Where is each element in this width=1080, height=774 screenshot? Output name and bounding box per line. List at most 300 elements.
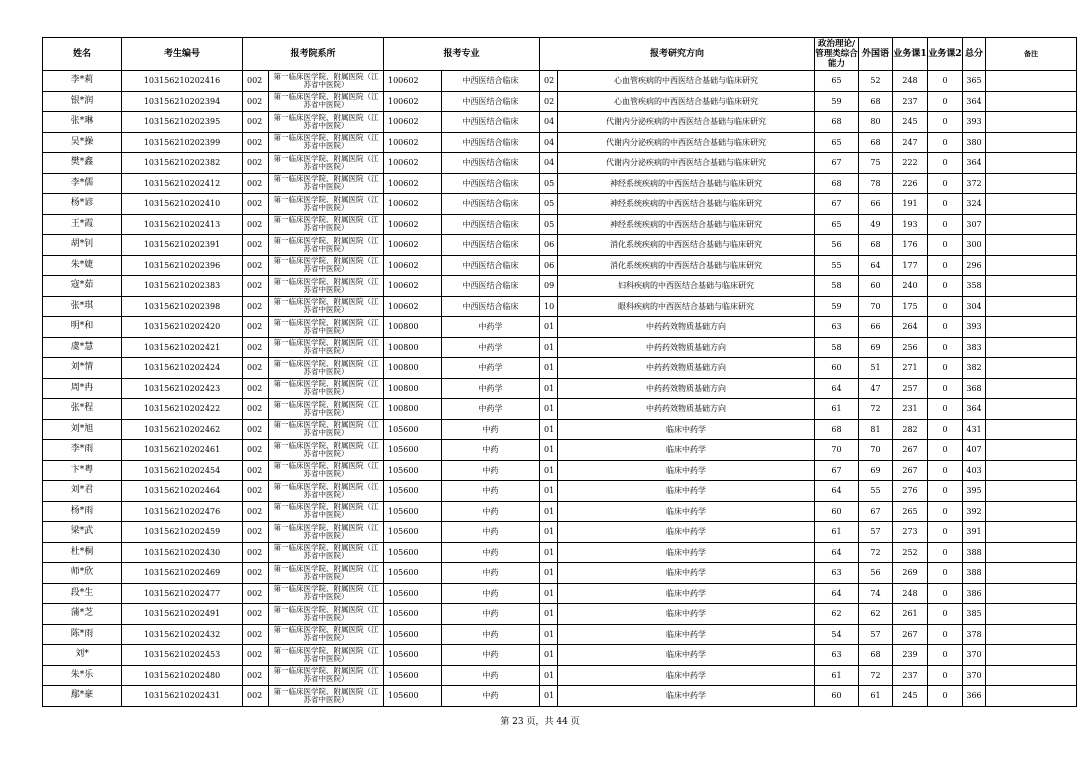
department-code: 002 — [243, 522, 269, 543]
table-row — [43, 296, 1077, 317]
total-score: 388 — [963, 542, 986, 563]
candidate-name: 明*和 — [43, 317, 122, 338]
research-direction: 中药药效物质基础方向 — [558, 378, 815, 399]
course-1-score: 175 — [893, 296, 928, 317]
department-code: 002 — [243, 399, 269, 420]
direction-code: 01 — [540, 378, 558, 399]
school-name: 第一临床医学院、附属医院（江苏省中医院） — [269, 686, 384, 707]
major-code: 100800 — [384, 358, 442, 379]
exam-number: 103156210202424 — [122, 358, 243, 379]
politics-score: 63 — [815, 645, 859, 666]
school-name: 第一临床医学院、附属医院（江苏省中医院） — [269, 665, 384, 686]
department-code: 002 — [243, 276, 269, 297]
politics-score: 67 — [815, 194, 859, 215]
politics-score: 60 — [815, 686, 859, 707]
foreign-language-score: 60 — [859, 276, 893, 297]
course-1-score: 222 — [893, 153, 928, 174]
total-score: 431 — [963, 419, 986, 440]
politics-score: 60 — [815, 501, 859, 522]
major-code: 100602 — [384, 214, 442, 235]
exam-number: 103156210202477 — [122, 583, 243, 604]
candidate-name: 张*琳 — [43, 112, 122, 133]
candidate-name: 陈*雨 — [43, 624, 122, 645]
course-2-score: 0 — [928, 255, 963, 276]
candidate-name: 李*莉 — [43, 71, 122, 92]
table-row — [43, 440, 1077, 461]
foreign-language-score: 47 — [859, 378, 893, 399]
research-direction: 临床中药学 — [558, 419, 815, 440]
total-score: 393 — [963, 317, 986, 338]
major-code: 100800 — [384, 378, 442, 399]
exam-number: 103156210202399 — [122, 132, 243, 153]
major-name: 中药 — [442, 604, 540, 625]
total-score: 380 — [963, 132, 986, 153]
candidate-name: 王*霞 — [43, 214, 122, 235]
department-code: 002 — [243, 460, 269, 481]
exam-number: 103156210202416 — [122, 71, 243, 92]
header-exam-no: 考生编号 — [122, 38, 243, 71]
foreign-language-score: 55 — [859, 481, 893, 502]
school-name: 第一临床医学院、附属医院（江苏省中医院） — [269, 378, 384, 399]
exam-number: 103156210202382 — [122, 153, 243, 174]
major-name: 中西医结合临床 — [442, 276, 540, 297]
department-code: 002 — [243, 563, 269, 584]
course-1-score: 282 — [893, 419, 928, 440]
direction-code: 04 — [540, 112, 558, 133]
remark — [986, 91, 1077, 112]
course-2-score: 0 — [928, 624, 963, 645]
politics-score: 65 — [815, 214, 859, 235]
exam-number: 103156210202422 — [122, 399, 243, 420]
table-row — [43, 255, 1077, 276]
major-code: 105600 — [384, 665, 442, 686]
total-score: 382 — [963, 358, 986, 379]
department-code: 002 — [243, 337, 269, 358]
major-code: 105600 — [384, 501, 442, 522]
candidate-name: 刘* — [43, 645, 122, 666]
table-row — [43, 624, 1077, 645]
exam-number: 103156210202420 — [122, 317, 243, 338]
total-score: 307 — [963, 214, 986, 235]
school-name: 第一临床医学院、附属医院（江苏省中医院） — [269, 132, 384, 153]
total-score: 372 — [963, 173, 986, 194]
table-row — [43, 317, 1077, 338]
politics-score: 54 — [815, 624, 859, 645]
research-direction: 临床中药学 — [558, 686, 815, 707]
direction-code: 01 — [540, 317, 558, 338]
course-1-score: 240 — [893, 276, 928, 297]
exam-number: 103156210202459 — [122, 522, 243, 543]
header-direction: 报考研究方向 — [540, 38, 815, 71]
research-direction: 临床中药学 — [558, 624, 815, 645]
school-name: 第一临床医学院、附属医院（江苏省中医院） — [269, 481, 384, 502]
remark — [986, 624, 1077, 645]
total-score: 403 — [963, 460, 986, 481]
department-code: 002 — [243, 132, 269, 153]
school-name: 第一临床医学院、附属医院（江苏省中医院） — [269, 296, 384, 317]
major-code: 100800 — [384, 399, 442, 420]
direction-code: 02 — [540, 71, 558, 92]
major-name: 中药 — [442, 686, 540, 707]
foreign-language-score: 68 — [859, 645, 893, 666]
major-code: 100602 — [384, 194, 442, 215]
major-name: 中西医结合临床 — [442, 194, 540, 215]
exam-number: 103156210202432 — [122, 624, 243, 645]
direction-code: 01 — [540, 522, 558, 543]
politics-score: 62 — [815, 604, 859, 625]
direction-code: 01 — [540, 337, 558, 358]
course-1-score: 252 — [893, 542, 928, 563]
department-code: 002 — [243, 624, 269, 645]
remark — [986, 665, 1077, 686]
exam-number: 103156210202431 — [122, 686, 243, 707]
school-name: 第一临床医学院、附属医院（江苏省中医院） — [269, 235, 384, 256]
department-code: 002 — [243, 686, 269, 707]
remark — [986, 563, 1077, 584]
foreign-language-score: 57 — [859, 624, 893, 645]
total-score: 358 — [963, 276, 986, 297]
major-code: 105600 — [384, 604, 442, 625]
school-name: 第一临床医学院、附属医院（江苏省中医院） — [269, 542, 384, 563]
department-code: 002 — [243, 501, 269, 522]
major-name: 中药 — [442, 542, 540, 563]
politics-score: 67 — [815, 153, 859, 174]
course-2-score: 0 — [928, 194, 963, 215]
school-name: 第一临床医学院、附属医院（江苏省中医院） — [269, 522, 384, 543]
major-code: 105600 — [384, 440, 442, 461]
school-name: 第一临床医学院、附属医院（江苏省中医院） — [269, 214, 384, 235]
total-score: 368 — [963, 378, 986, 399]
course-2-score: 0 — [928, 440, 963, 461]
politics-score: 58 — [815, 276, 859, 297]
major-name: 中西医结合临床 — [442, 112, 540, 133]
total-score: 407 — [963, 440, 986, 461]
research-direction: 临床中药学 — [558, 522, 815, 543]
direction-code: 01 — [540, 665, 558, 686]
table-row — [43, 645, 1077, 666]
school-name: 第一临床医学院、附属医院（江苏省中医院） — [269, 173, 384, 194]
major-code: 100602 — [384, 91, 442, 112]
exam-number: 103156210202398 — [122, 296, 243, 317]
department-code: 002 — [243, 604, 269, 625]
school-name: 第一临床医学院、附属医院（江苏省中医院） — [269, 501, 384, 522]
table-row — [43, 173, 1077, 194]
course-1-score: 264 — [893, 317, 928, 338]
candidate-name: 鄢*豪 — [43, 686, 122, 707]
major-name: 中药 — [442, 481, 540, 502]
research-direction: 代谢内分泌疾病的中西医结合基础与临床研究 — [558, 132, 815, 153]
politics-score: 63 — [815, 317, 859, 338]
major-name: 中西医结合临床 — [442, 153, 540, 174]
politics-score: 68 — [815, 173, 859, 194]
course-2-score: 0 — [928, 378, 963, 399]
exam-number: 103156210202491 — [122, 604, 243, 625]
foreign-language-score: 49 — [859, 214, 893, 235]
header-politics: 政治理论/管理类综合能力 — [815, 39, 858, 69]
politics-score: 64 — [815, 481, 859, 502]
school-name: 第一临床医学院、附属医院（江苏省中医院） — [269, 337, 384, 358]
course-2-score: 0 — [928, 686, 963, 707]
course-2-score: 0 — [928, 665, 963, 686]
research-direction: 临床中药学 — [558, 563, 815, 584]
course-1-score: 245 — [893, 112, 928, 133]
course-1-score: 248 — [893, 71, 928, 92]
admission-score-table — [42, 37, 1077, 707]
course-2-score: 0 — [928, 337, 963, 358]
research-direction: 眼科疾病的中西医结合基础与临床研究 — [558, 296, 815, 317]
remark — [986, 235, 1077, 256]
school-name: 第一临床医学院、附属医院（江苏省中医院） — [269, 91, 384, 112]
course-1-score: 176 — [893, 235, 928, 256]
candidate-name: 刘*情 — [43, 358, 122, 379]
total-score: 364 — [963, 153, 986, 174]
candidate-name: 朱*乐 — [43, 665, 122, 686]
page-number: 第 23 页，共 44 页 — [500, 717, 580, 727]
major-name: 中药 — [442, 624, 540, 645]
department-code: 002 — [243, 71, 269, 92]
candidate-name: 卞*粤 — [43, 460, 122, 481]
table-row — [43, 686, 1077, 707]
major-name: 中药学 — [442, 337, 540, 358]
major-name: 中药 — [442, 501, 540, 522]
candidate-name: 杨*雨 — [43, 501, 122, 522]
school-name: 第一临床医学院、附属医院（江苏省中医院） — [269, 419, 384, 440]
politics-score: 61 — [815, 665, 859, 686]
research-direction: 心血管疾病的中西医结合基础与临床研究 — [558, 91, 815, 112]
major-code: 105600 — [384, 460, 442, 481]
course-1-score: 191 — [893, 194, 928, 215]
course-2-score: 0 — [928, 235, 963, 256]
table-row — [43, 358, 1077, 379]
total-score: 364 — [963, 91, 986, 112]
foreign-language-score: 68 — [859, 235, 893, 256]
table-row — [43, 542, 1077, 563]
school-name: 第一临床医学院、附属医院（江苏省中医院） — [269, 194, 384, 215]
foreign-language-score: 56 — [859, 563, 893, 584]
department-code: 002 — [243, 317, 269, 338]
total-score: 395 — [963, 481, 986, 502]
foreign-language-score: 68 — [859, 132, 893, 153]
exam-number: 103156210202413 — [122, 214, 243, 235]
course-1-score: 276 — [893, 481, 928, 502]
remark — [986, 583, 1077, 604]
course-2-score: 0 — [928, 399, 963, 420]
course-2-score: 0 — [928, 481, 963, 502]
candidate-name: 朱*婕 — [43, 255, 122, 276]
header-row — [43, 38, 1077, 71]
major-name: 中药学 — [442, 399, 540, 420]
politics-score: 56 — [815, 235, 859, 256]
total-score: 296 — [963, 255, 986, 276]
exam-number: 103156210202462 — [122, 419, 243, 440]
table-row — [43, 481, 1077, 502]
department-code: 002 — [243, 214, 269, 235]
major-name: 中西医结合临床 — [442, 132, 540, 153]
foreign-language-score: 70 — [859, 296, 893, 317]
remark — [986, 686, 1077, 707]
course-2-score: 0 — [928, 358, 963, 379]
research-direction: 心血管疾病的中西医结合基础与临床研究 — [558, 71, 815, 92]
direction-code: 01 — [540, 501, 558, 522]
research-direction: 临床中药学 — [558, 460, 815, 481]
department-code: 002 — [243, 173, 269, 194]
remark — [986, 255, 1077, 276]
course-1-score: 267 — [893, 440, 928, 461]
major-name: 中药 — [442, 440, 540, 461]
total-score: 385 — [963, 604, 986, 625]
total-score: 300 — [963, 235, 986, 256]
direction-code: 01 — [540, 358, 558, 379]
header-course-2: 业务课2 — [928, 38, 963, 71]
total-score: 392 — [963, 501, 986, 522]
course-1-score: 267 — [893, 460, 928, 481]
direction-code: 01 — [540, 440, 558, 461]
politics-score: 70 — [815, 440, 859, 461]
department-code: 002 — [243, 481, 269, 502]
major-code: 100602 — [384, 132, 442, 153]
candidate-name: 樊*鑫 — [43, 153, 122, 174]
table-row — [43, 153, 1077, 174]
foreign-language-score: 62 — [859, 604, 893, 625]
school-name: 第一临床医学院、附属医院（江苏省中医院） — [269, 563, 384, 584]
course-2-score: 0 — [928, 419, 963, 440]
remark — [986, 317, 1077, 338]
school-name: 第一临床医学院、附属医院（江苏省中医院） — [269, 71, 384, 92]
school-name: 第一临床医学院、附属医院（江苏省中医院） — [269, 317, 384, 338]
exam-number: 103156210202421 — [122, 337, 243, 358]
major-code: 100602 — [384, 255, 442, 276]
politics-score: 59 — [815, 296, 859, 317]
direction-code: 06 — [540, 235, 558, 256]
department-code: 002 — [243, 112, 269, 133]
course-1-score: 237 — [893, 91, 928, 112]
header-name: 姓名 — [43, 38, 122, 71]
course-2-score: 0 — [928, 132, 963, 153]
politics-score: 55 — [815, 255, 859, 276]
research-direction: 中药药效物质基础方向 — [558, 399, 815, 420]
major-name: 中西医结合临床 — [442, 91, 540, 112]
politics-score: 60 — [815, 358, 859, 379]
exam-number: 103156210202461 — [122, 440, 243, 461]
course-2-score: 0 — [928, 563, 963, 584]
foreign-language-score: 74 — [859, 583, 893, 604]
remark — [986, 501, 1077, 522]
research-direction: 中药药效物质基础方向 — [558, 317, 815, 338]
candidate-name: 师*欣 — [43, 563, 122, 584]
department-code: 002 — [243, 542, 269, 563]
table-row — [43, 665, 1077, 686]
direction-code: 10 — [540, 296, 558, 317]
course-1-score: 256 — [893, 337, 928, 358]
remark — [986, 153, 1077, 174]
remark — [986, 173, 1077, 194]
major-code: 100800 — [384, 317, 442, 338]
research-direction: 临床中药学 — [558, 440, 815, 461]
course-2-score: 0 — [928, 153, 963, 174]
course-2-score: 0 — [928, 604, 963, 625]
header-foreign-language: 外国语 — [859, 38, 893, 71]
school-name: 第一临床医学院、附属医院（江苏省中医院） — [269, 358, 384, 379]
course-1-score: 239 — [893, 645, 928, 666]
direction-code: 02 — [540, 91, 558, 112]
foreign-language-score: 78 — [859, 173, 893, 194]
course-2-score: 0 — [928, 645, 963, 666]
major-name: 中西医结合临床 — [442, 214, 540, 235]
candidate-name: 虞*慧 — [43, 337, 122, 358]
direction-code: 01 — [540, 645, 558, 666]
major-name: 中药 — [442, 563, 540, 584]
course-2-score: 0 — [928, 276, 963, 297]
table-row — [43, 235, 1077, 256]
major-code: 100602 — [384, 153, 442, 174]
total-score: 378 — [963, 624, 986, 645]
total-score: 370 — [963, 665, 986, 686]
research-direction: 临床中药学 — [558, 481, 815, 502]
course-1-score: 226 — [893, 173, 928, 194]
major-code: 100602 — [384, 235, 442, 256]
remark — [986, 440, 1077, 461]
research-direction: 临床中药学 — [558, 604, 815, 625]
candidate-name: 吴*操 — [43, 132, 122, 153]
research-direction: 临床中药学 — [558, 542, 815, 563]
politics-score: 64 — [815, 378, 859, 399]
exam-number: 103156210202476 — [122, 501, 243, 522]
table-row — [43, 112, 1077, 133]
candidate-name: 刘*旭 — [43, 419, 122, 440]
exam-number: 103156210202412 — [122, 173, 243, 194]
politics-score: 68 — [815, 112, 859, 133]
candidate-name: 银*润 — [43, 91, 122, 112]
candidate-name: 周*冉 — [43, 378, 122, 399]
school-name: 第一临床医学院、附属医院（江苏省中医院） — [269, 604, 384, 625]
remark — [986, 296, 1077, 317]
remark — [986, 542, 1077, 563]
exam-number: 103156210202480 — [122, 665, 243, 686]
course-2-score: 0 — [928, 214, 963, 235]
total-score: 365 — [963, 71, 986, 92]
department-code: 002 — [243, 665, 269, 686]
research-direction: 消化系统疾病的中西医结合基础与临床研究 — [558, 235, 815, 256]
research-direction: 代谢内分泌疾病的中西医结合基础与临床研究 — [558, 112, 815, 133]
course-1-score: 247 — [893, 132, 928, 153]
politics-score: 63 — [815, 563, 859, 584]
school-name: 第一临床医学院、附属医院（江苏省中医院） — [269, 645, 384, 666]
major-code: 105600 — [384, 563, 442, 584]
course-1-score: 193 — [893, 214, 928, 235]
course-1-score: 271 — [893, 358, 928, 379]
major-code: 100602 — [384, 112, 442, 133]
major-code: 105600 — [384, 624, 442, 645]
table-row — [43, 337, 1077, 358]
direction-code: 04 — [540, 132, 558, 153]
major-code: 105600 — [384, 522, 442, 543]
foreign-language-score: 67 — [859, 501, 893, 522]
remark — [986, 460, 1077, 481]
table-row — [43, 604, 1077, 625]
school-name: 第一临床医学院、附属医院（江苏省中医院） — [269, 583, 384, 604]
remark — [986, 132, 1077, 153]
school-name: 第一临床医学院、附属医院（江苏省中医院） — [269, 460, 384, 481]
table-row — [43, 194, 1077, 215]
research-direction: 中药药效物质基础方向 — [558, 337, 815, 358]
major-code: 105600 — [384, 645, 442, 666]
total-score: 366 — [963, 686, 986, 707]
department-code: 002 — [243, 91, 269, 112]
foreign-language-score: 72 — [859, 542, 893, 563]
foreign-language-score: 72 — [859, 399, 893, 420]
politics-score: 65 — [815, 132, 859, 153]
direction-code: 01 — [540, 624, 558, 645]
